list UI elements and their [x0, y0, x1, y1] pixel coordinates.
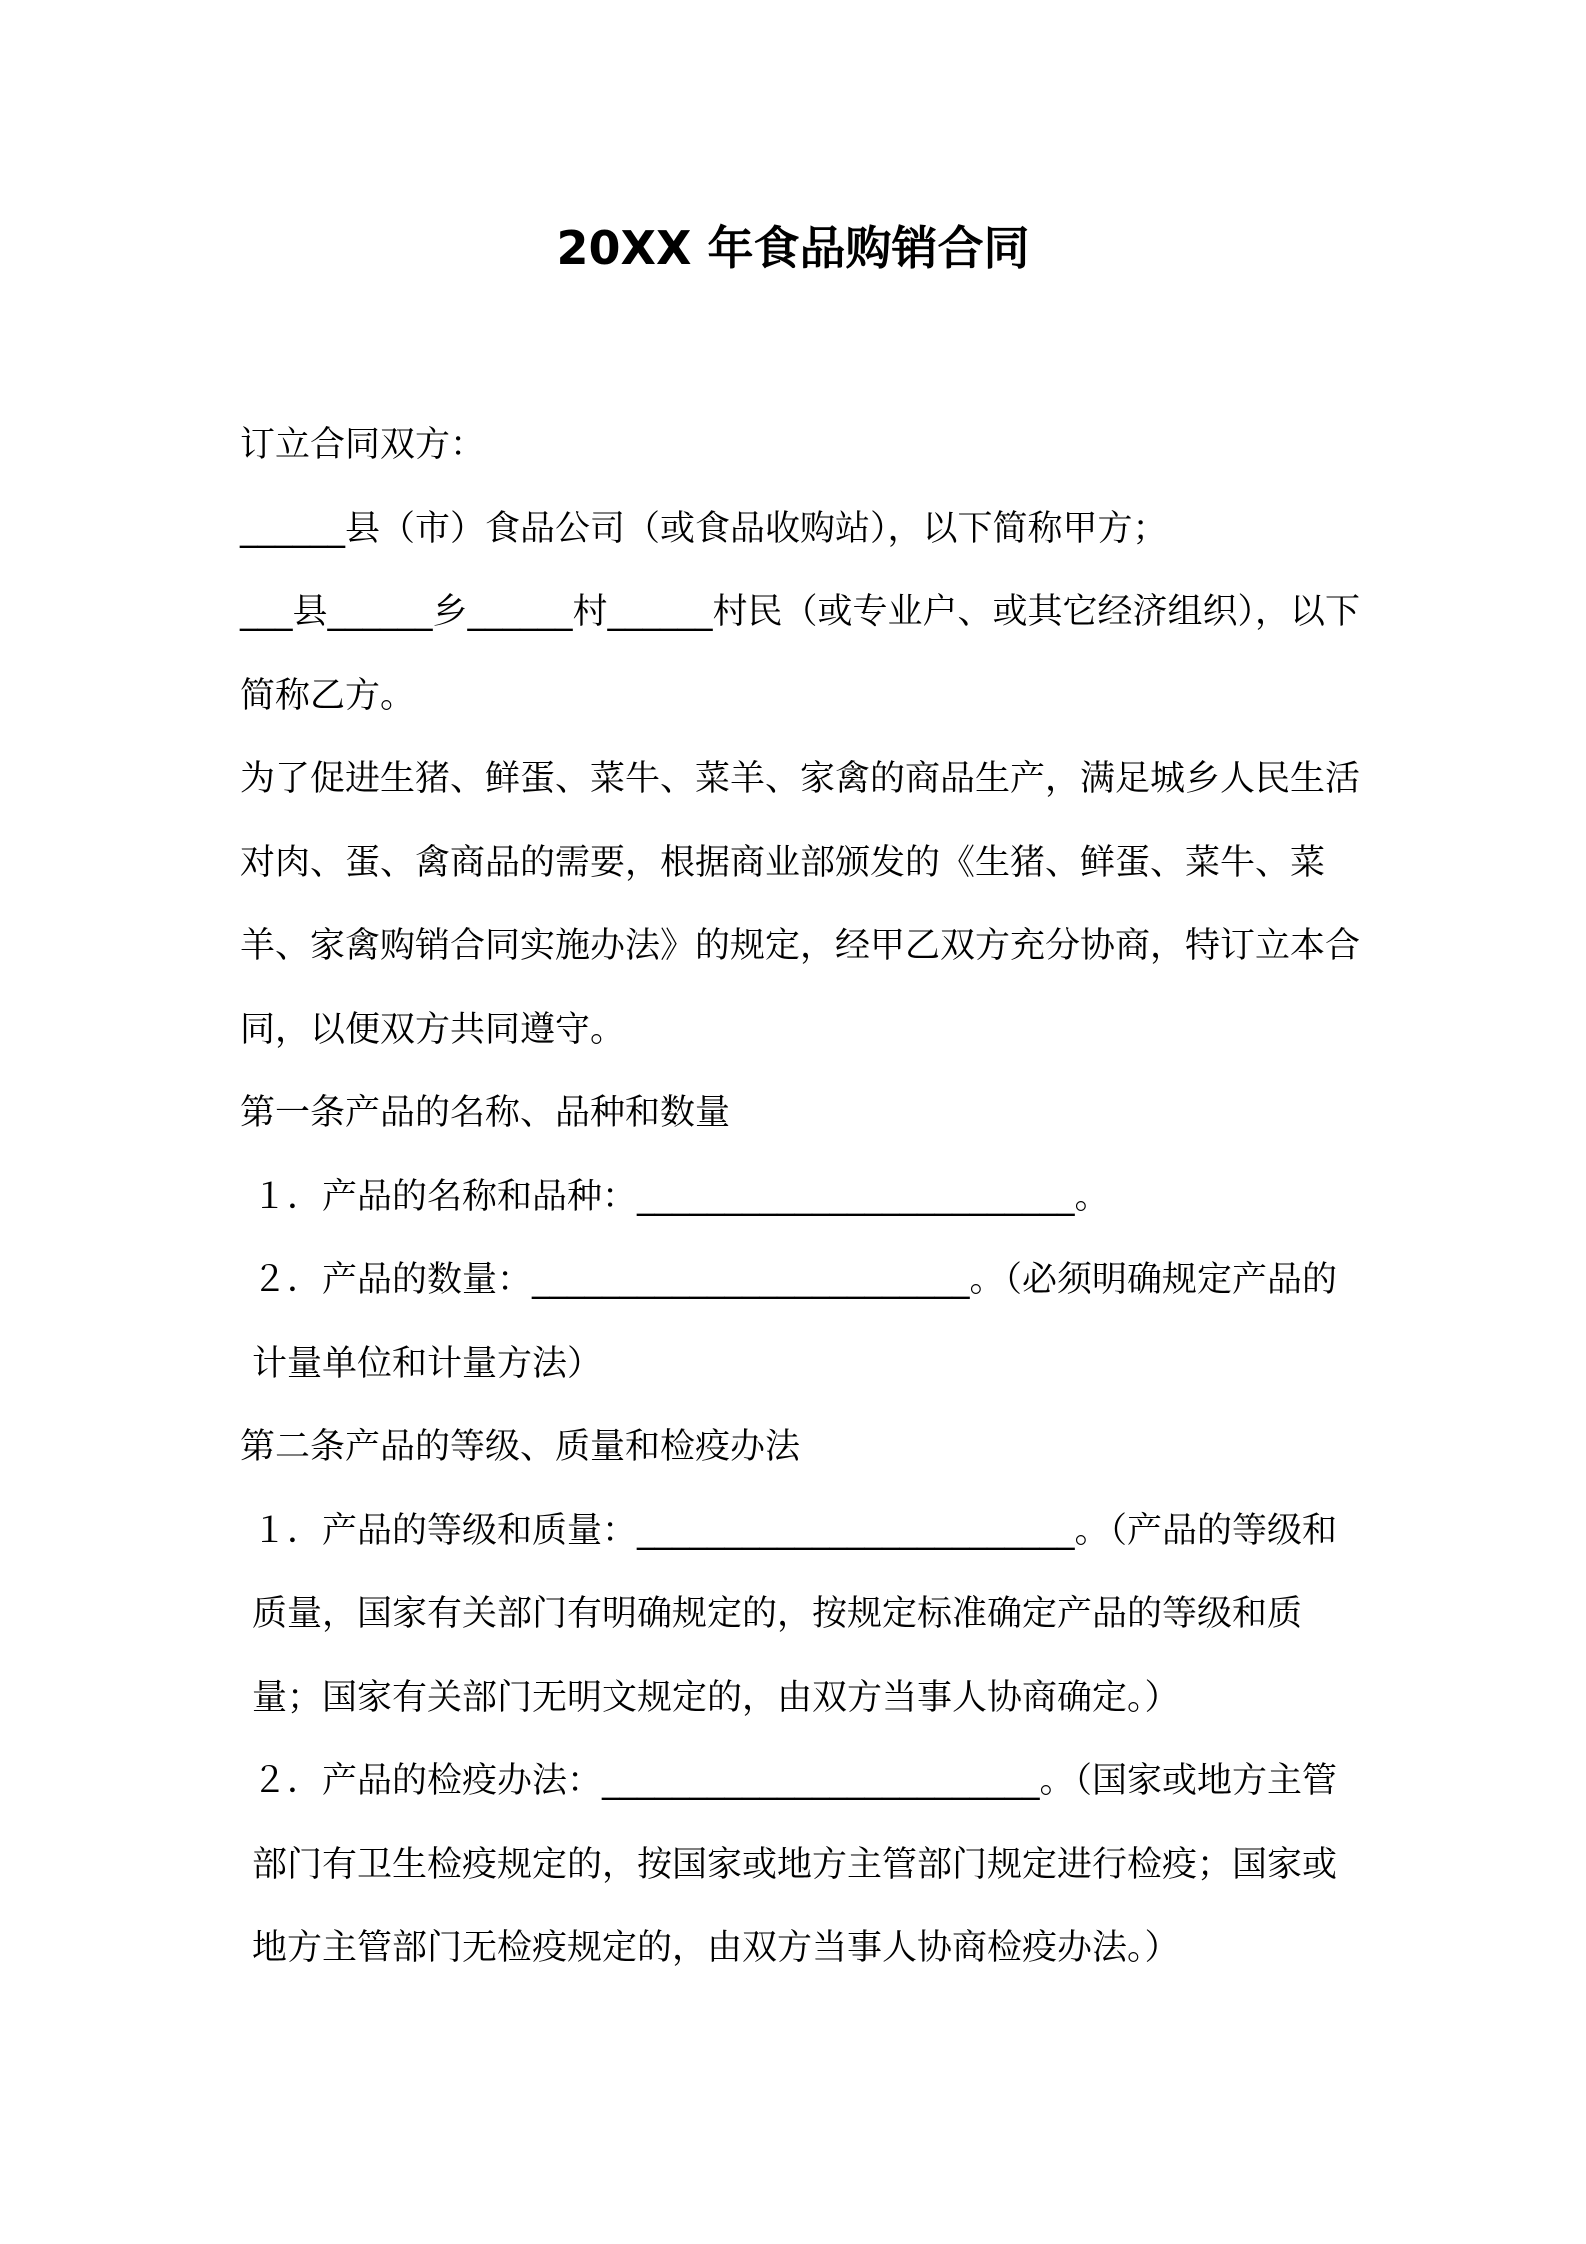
article-2-item-2: ２．产品的检疫办法：_________________________。（国家或地方主管部门有卫生检疫规定的，按国家或地方主管部门规定进行检疫；国家或地方主管部门无检疫规定的，由双方当事人协商检疫办法。）: [252, 1761, 1338, 1968]
article-1-item-1: １．产品的名称和品种：_________________________。: [252, 1176, 1110, 1217]
article-2-heading: 第二条产品的等级、质量和检疫办法: [240, 1427, 801, 1467]
paragraph-parties-heading: 订立合同双方：: [240, 425, 486, 465]
document-body: [240, 404, 1370, 1991]
document-title: 20XX 年食品购销合同: [556, 221, 1030, 275]
article-1-item-2: ２．产品的数量：_________________________。（必须明确规定产品的计量单位和计量方法）: [252, 1260, 1338, 1384]
paragraph-party-b: ___县______乡______村______村民（或专业户、或其它经济组织），以下简称乙方。: [240, 592, 1361, 716]
article-1-heading: 第一条产品的名称、品种和数量: [240, 1093, 731, 1133]
paragraph-party-a: ______县（市）食品公司（或食品收购站），以下简称甲方；: [240, 508, 1168, 549]
paragraph-preamble: 为了促进生猪、鲜蛋、菜牛、菜羊、家禽的商品生产，满足城乡人民生活对肉、蛋、禽商品的需要，根据商业部颁发的《生猪、鲜蛋、菜牛、菜羊、家禽购销合同实施办法》的规定，经甲乙双方充分协商，特订立本合同，以便双方共同遵守。: [240, 759, 1361, 1050]
article-2-item-1: １．产品的等级和质量：_________________________。（产品的等级和质量，国家有关部门有明确规定的，按规定标准确定产品的等级和质量；国家有关部门无明文规定的，由双方当事人协商确定。）: [252, 1510, 1338, 1718]
